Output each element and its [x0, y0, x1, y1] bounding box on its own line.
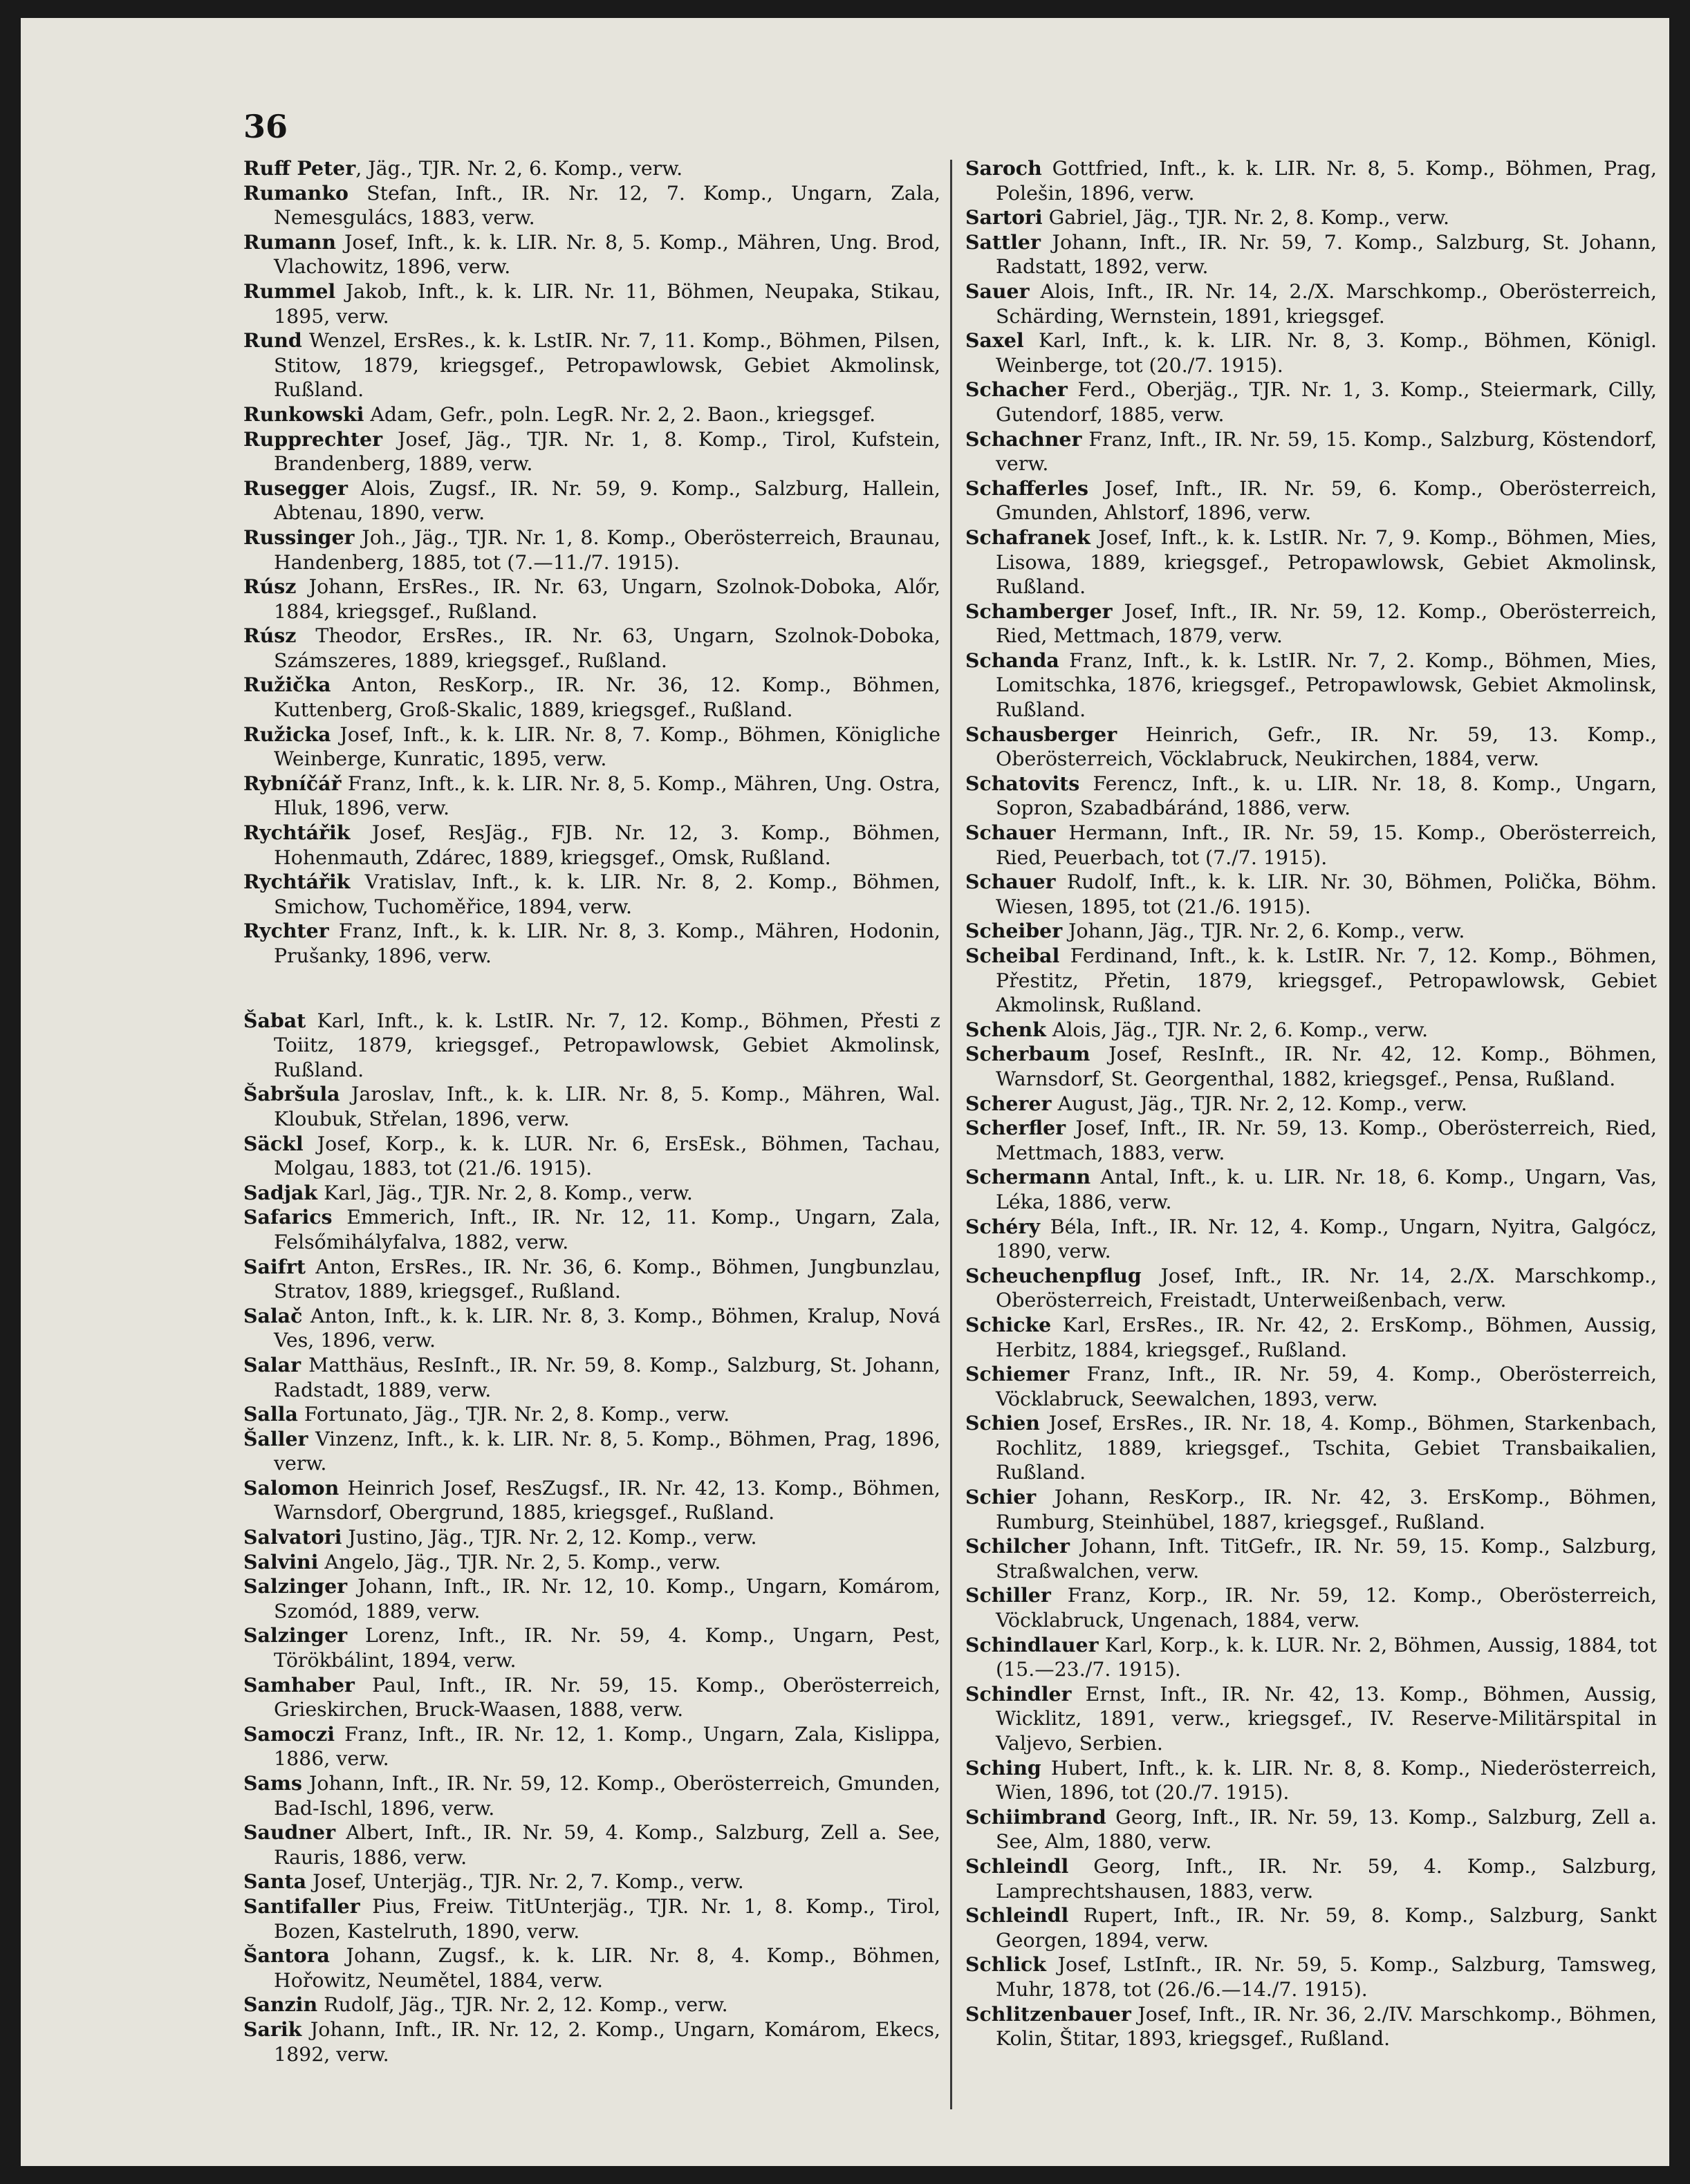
entry-details: Franz, Inft., k. k. LIR. Nr. 8, 3. Komp., Mähren, Hodonin, Prušanky, 1896, verw. — [274, 920, 940, 967]
entry-surname: Rúsz — [243, 624, 297, 648]
register-entry — [243, 1673, 940, 1722]
entry-details: Fortunato, Jäg., TJR. Nr. 2, 8. Komp., verw. — [297, 1403, 730, 1426]
entry-surname: Schicke — [965, 1312, 1052, 1336]
entry-details: Josef, LstInft., IR. Nr. 59, 5. Komp., Salzburg, Tamsweg, Muhr, 1878, tot (26./6.—14./7. 1915). — [996, 1953, 1657, 2001]
entry-surname: Šantora — [243, 1943, 330, 1968]
entry-details: Emmerich, Inft., IR. Nr. 12, 11. Komp., Ungarn, Zala, Felsőmihályfalva, 1882, verw. — [274, 1206, 940, 1253]
register-entry — [243, 821, 940, 870]
register-entry — [965, 1805, 1657, 1854]
register-entry — [243, 1082, 940, 1131]
register-entry — [243, 1353, 940, 1402]
register-entry — [243, 156, 940, 181]
register-entry — [965, 1534, 1657, 1583]
entry-details: Hermann, Inft., IR. Nr. 59, 15. Komp., Oberösterreich, Ried, Peuerbach, tot (7./7. 1915). — [996, 821, 1657, 869]
entry-details: Justino, Jäg., TJR. Nr. 2, 12. Komp., verw. — [342, 1526, 757, 1549]
register-entry — [965, 1092, 1657, 1117]
entry-details: Johann, Inft., IR. Nr. 59, 12. Komp., Oberösterreich, Gmunden, Bad-Ischl, 1896, verw. — [274, 1772, 940, 1820]
register-entry — [243, 1869, 940, 1894]
entry-details: Johann, Inft., IR. Nr. 12, 10. Komp., Ungarn, Komárom, Szomód, 1889, verw. — [274, 1575, 940, 1623]
entry-surname: Schauer — [965, 821, 1056, 845]
entry-details: , Jäg., TJR. Nr. 2, 6. Komp., verw. — [355, 157, 683, 180]
entry-details: Heinrich Josef, ResZugsf., IR. Nr. 42, 13. Komp., Böhmen, Warnsdorf, Obergrund, 1885, kriegsgef., Rußland. — [274, 1476, 940, 1524]
entry-surname: Scheuchenpflug — [965, 1263, 1142, 1287]
entry-details: Johann, ResKorp., IR. Nr. 42, 3. ErsKomp., Böhmen, Rumburg, Steinhübel, 1887, kriegsgef., Rußland. — [996, 1486, 1657, 1533]
entry-surname: Schiemer — [965, 1362, 1070, 1386]
entry-surname: Schindlauer — [965, 1632, 1099, 1656]
register-entry — [965, 1903, 1657, 1952]
entry-details: Anton, ErsRes., IR. Nr. 36, 6. Komp., Böhmen, Jungbunzlau, Stratov, 1889, kriegsgef., Rußland. — [274, 1255, 940, 1303]
entry-surname: Schiimbrand — [965, 1804, 1106, 1829]
entry-surname: Säckl — [243, 1131, 304, 1155]
register-entry — [243, 870, 940, 919]
register-entry — [965, 1042, 1657, 1091]
entry-surname: Rychtářik — [243, 870, 351, 894]
entry-surname: Schachner — [965, 427, 1082, 451]
entry-details: August, Jäg., TJR. Nr. 2, 12. Komp., verw. — [1051, 1092, 1467, 1115]
entry-surname: Schausberger — [965, 722, 1117, 746]
register-entry — [965, 205, 1657, 230]
entry-details: Johann, Zugsf., k. k. LIR. Nr. 8, 4. Komp., Böhmen, Hořowitz, Neumětel, 1884, verw. — [274, 1944, 940, 1992]
entry-details: Josef, Inft., IR. Nr. 59, 13. Komp., Oberösterreich, Ried, Mettmach, 1883, verw. — [996, 1117, 1657, 1164]
entry-surname: Samoczi — [243, 1721, 335, 1746]
register-entry — [243, 1943, 940, 1992]
entry-details: Johann, Inft., IR. Nr. 59, 7. Komp., Salzburg, St. Johann, Radstatt, 1892, verw. — [996, 230, 1657, 279]
register-entry — [243, 402, 940, 427]
register-entry — [965, 476, 1657, 525]
entry-details: Paul, Inft., IR. Nr. 59, 15. Komp., Oberösterreich, Grieskirchen, Bruck-Waasen, 1888, verw. — [274, 1673, 940, 1721]
entry-details: Josef, Inft., k. k. LIR. Nr. 8, 5. Komp., Mähren, Ung. Brod, Vlachowitz, 1896, verw. — [274, 230, 940, 279]
entry-details: Johann, Inft., IR. Nr. 12, 2. Komp., Ungarn, Komárom, Ekecs, 1892, verw. — [274, 2017, 940, 2066]
entry-surname: Schauer — [965, 870, 1056, 894]
entry-surname: Rummel — [243, 279, 336, 303]
entry-details: Georg, Inft., IR. Nr. 59, 13. Komp., Salzburg, Zell a. See, Alm, 1880, verw. — [996, 1805, 1657, 1854]
entry-surname: Schafferles — [965, 476, 1088, 500]
entry-details: Angelo, Jäg., TJR. Nr. 2, 5. Komp., verw. — [318, 1550, 721, 1574]
register-entry — [965, 1264, 1657, 1313]
entry-details: Wenzel, ErsRes., k. k. LstIR. Nr. 7, 11. Komp., Böhmen, Pilsen, Stitow, 1879, kriegsgef., Petropawlowsk, Gebiet Akmolinsk, Rußland. — [274, 329, 940, 402]
register-entry — [243, 1771, 940, 1820]
entry-details: Stefan, Inft., IR. Nr. 12, 7. Komp., Ungarn, Zala, Nemesgulács, 1883, verw. — [274, 181, 940, 230]
register-entry — [965, 919, 1657, 944]
entry-details: Vinzenz, Inft., k. k. LIR. Nr. 8, 5. Komp., Böhmen, Prag, 1896, verw. — [274, 1427, 940, 1475]
register-entry — [243, 2017, 940, 2066]
entry-details: Franz, Inft., IR. Nr. 59, 4. Komp., Oberösterreich, Vöcklabruck, Seewalchen, 1893, verw. — [996, 1363, 1657, 1410]
entry-surname: Schiller — [965, 1583, 1051, 1607]
entry-details: Josef, Inft., IR. Nr. 14, 2./X. Marschkomp., Oberösterreich, Freistadt, Unterweißenbach, verw. — [996, 1264, 1657, 1312]
entry-surname: Rund — [243, 328, 302, 353]
entry-details: Pius, Freiw. TitUnterjäg., TJR. Nr. 1, 8. Komp., Tirol, Bozen, Kastelruth, 1890, verw. — [274, 1894, 940, 1943]
register-entry — [243, 1992, 940, 2017]
document-page — [21, 18, 1669, 2166]
entry-surname: Samhaber — [243, 1672, 355, 1697]
entry-details: Rudolf, Jäg., TJR. Nr. 2, 12. Komp., verw. — [317, 1993, 728, 2017]
left-column — [243, 156, 940, 2066]
register-entry — [243, 722, 940, 772]
entry-surname: Salla — [243, 1402, 298, 1426]
entry-surname: Scherfler — [965, 1116, 1066, 1140]
entry-surname: Salar — [243, 1352, 301, 1376]
register-entry — [243, 673, 940, 722]
register-entry — [243, 575, 940, 624]
register-entry — [965, 1165, 1657, 1214]
register-entry — [243, 1427, 940, 1476]
entry-surname: Sanzin — [243, 1992, 318, 2017]
register-entry — [965, 1583, 1657, 1632]
entry-surname: Saudner — [243, 1820, 336, 1845]
register-entry — [965, 1756, 1657, 1805]
entry-surname: Schermann — [965, 1165, 1091, 1189]
register-entry — [965, 821, 1657, 870]
entry-surname: Ružička — [243, 673, 331, 697]
page-number: 36 — [243, 108, 288, 145]
entry-surname: Schamberger — [965, 599, 1113, 623]
entry-details: Alois, Jäg., TJR. Nr. 2, 6. Komp., verw. — [1046, 1018, 1429, 1041]
entry-surname: Schier — [965, 1485, 1037, 1509]
column-divider — [950, 160, 952, 2109]
entry-surname: Rúsz — [243, 575, 297, 599]
register-entry — [965, 156, 1657, 205]
entry-details: Georg, Inft., IR. Nr. 59, 4. Komp., Salzburg, Lamprechtshausen, 1883, verw. — [996, 1854, 1657, 1903]
register-entry — [243, 919, 940, 968]
entry-surname: Sams — [243, 1771, 302, 1795]
register-entry — [243, 181, 940, 230]
entry-surname: Scheibal — [965, 944, 1060, 967]
register-entry — [965, 1682, 1657, 1756]
entry-surname: Santa — [243, 1869, 307, 1894]
entry-surname: Schafranek — [965, 525, 1090, 549]
entry-surname: Scheiber — [965, 919, 1063, 943]
entry-details: Karl, Korp., k. k. LUR. Nr. 2, Böhmen, Aussig, 1884, tot (15.—23./7. 1915). — [996, 1633, 1657, 1681]
entry-details: Franz, Inft., IR. Nr. 59, 15. Komp., Salzburg, Köstendorf, verw. — [996, 427, 1657, 476]
register-entry — [965, 1633, 1657, 1682]
register-entry — [243, 1255, 940, 1304]
entry-details: Franz, Inft., k. k. LIR. Nr. 8, 5. Komp., Mähren, Ung. Ostra, Hluk, 1896, verw. — [274, 772, 940, 820]
entry-details: Gottfried, Inft., k. k. LIR. Nr. 8, 5. Komp., Böhmen, Prag, Polešin, 1896, verw. — [996, 157, 1657, 205]
entry-surname: Šabršula — [243, 1082, 340, 1106]
entry-surname: Šabat — [243, 1008, 306, 1032]
register-entry — [965, 1215, 1657, 1264]
entry-details: Josef, Inft., IR. Nr. 59, 12. Komp., Oberösterreich, Ried, Mettmach, 1879, verw. — [996, 599, 1657, 648]
entry-details: Franz, Inft., k. k. LstIR. Nr. 7, 2. Komp., Böhmen, Mies, Lomitschka, 1876, kriegsgef., Petropawlowsk, Gebiet Akmolinsk, Rußland. — [996, 648, 1657, 722]
entry-details: Ferencz, Inft., k. u. LIR. Nr. 18, 8. Komp., Ungarn, Sopron, Szabadbáránd, 1886, verw. — [996, 772, 1657, 820]
register-entry — [965, 1411, 1657, 1485]
entry-details: Jakob, Inft., k. k. LIR. Nr. 11, Böhmen, Neupaka, Stikau, 1895, verw. — [274, 279, 940, 328]
register-entry — [243, 328, 940, 402]
entry-details: Alois, Zugsf., IR. Nr. 59, 9. Komp., Salzburg, Hallein, Abtenau, 1890, verw. — [274, 476, 940, 525]
entry-details: Franz, Korp., IR. Nr. 59, 12. Komp., Oberösterreich, Vöcklabruck, Ungenach, 1884, verw. — [996, 1584, 1657, 1632]
register-entry — [243, 1525, 940, 1550]
entry-details: Gabriel, Jäg., TJR. Nr. 2, 8. Komp., verw. — [1042, 206, 1449, 230]
entry-details: Anton, Inft., k. k. LIR. Nr. 8, 3. Komp., Böhmen, Kralup, Nová Ves, 1896, verw. — [274, 1304, 940, 1352]
section-break — [243, 969, 940, 1009]
entry-details: Josef, ErsRes., IR. Nr. 18, 4. Komp., Böhmen, Starkenbach, Rochlitz, 1889, kriegsgef., Tschita, Gebiet Transbaikalien, Rußland. — [996, 1412, 1657, 1484]
register-entry — [965, 772, 1657, 821]
register-entry — [965, 377, 1657, 427]
entry-details: Albert, Inft., IR. Nr. 59, 4. Komp., Salzburg, Zell a. See, Rauris, 1886, verw. — [274, 1821, 940, 1869]
entry-surname: Sartori — [965, 205, 1043, 230]
register-entry — [243, 1550, 940, 1575]
register-entry — [965, 944, 1657, 1018]
register-entry — [965, 230, 1657, 279]
entry-details: Johann, ErsRes., IR. Nr. 63, Ungarn, Szolnok-Doboka, Alőr, 1884, kriegsgef., Rußland. — [274, 575, 940, 623]
entry-surname: Salvatori — [243, 1525, 342, 1549]
register-entry — [965, 722, 1657, 772]
entry-surname: Schacher — [965, 377, 1068, 402]
entry-surname: Schilcher — [965, 1534, 1070, 1558]
entry-surname: Scherbaum — [965, 1042, 1090, 1066]
register-entry — [965, 427, 1657, 476]
entry-surname: Schatovits — [965, 771, 1080, 795]
register-entry — [243, 1205, 940, 1254]
entry-details: Josef, Inft., k. k. LIR. Nr. 8, 7. Komp., Böhmen, Königliche Weinberge, Kunratic, 1895, verw. — [274, 722, 940, 771]
register-entry — [243, 230, 940, 279]
entry-surname: Sauer — [965, 279, 1030, 303]
entry-surname: Ružicka — [243, 722, 331, 746]
register-entry — [965, 599, 1657, 648]
register-entry — [243, 1009, 940, 1083]
entry-surname: Schanda — [965, 648, 1059, 672]
entry-surname: Salač — [243, 1303, 303, 1327]
entry-details: Ferd., Oberjäg., TJR. Nr. 1, 3. Komp., Steiermark, Cilly, Gutendorf, 1885, verw. — [996, 378, 1657, 426]
entry-details: Matthäus, ResInft., IR. Nr. 59, 8. Komp., Salzburg, St. Johann, Radstadt, 1889, verw. — [274, 1353, 940, 1401]
entry-details: Johann, Inft. TitGefr., IR. Nr. 59, 15. Komp., Salzburg, Straßwalchen, verw. — [996, 1535, 1657, 1583]
entry-surname: Rumann — [243, 230, 336, 254]
entry-details: Antal, Inft., k. u. LIR. Nr. 18, 6. Komp., Ungarn, Vas, Léka, 1886, verw. — [996, 1166, 1657, 1213]
entry-surname: Sching — [965, 1755, 1041, 1780]
entry-details: Vratislav, Inft., k. k. LIR. Nr. 8, 2. Komp., Böhmen, Smichow, Tuchoměřice, 1894, verw. — [274, 870, 940, 918]
register-entry — [965, 648, 1657, 722]
entry-surname: Schéry — [965, 1214, 1040, 1238]
register-entry — [243, 1304, 940, 1353]
entry-surname: Rumanko — [243, 180, 349, 205]
entry-surname: Rupprechter — [243, 427, 383, 451]
entry-surname: Rychter — [243, 919, 329, 943]
entry-surname: Schlitzenbauer — [965, 2001, 1131, 2026]
entry-details: Karl, Inft., k. k. LIR. Nr. 8, 3. Komp., Böhmen, Königl. Weinberge, tot (20./7. 1915). — [996, 329, 1657, 377]
entry-details: Josef, ResJäg., FJB. Nr. 12, 3. Komp., Böhmen, Hohenmauth, Zdárec, 1889, kriegsgef., Omsk, Rußland. — [274, 821, 940, 869]
entry-surname: Šaller — [243, 1426, 308, 1450]
register-entry — [243, 525, 940, 575]
register-entry — [965, 1313, 1657, 1362]
entry-details: Josef, Korp., k. k. LUR. Nr. 6, ErsEsk., Böhmen, Tachau, Molgau, 1883, tot (21./6. 1915). — [274, 1132, 940, 1180]
entry-surname: Saxel — [965, 328, 1024, 353]
entry-details: Béla, Inft., IR. Nr. 12, 4. Komp., Ungarn, Nyitra, Galgócz, 1890, verw. — [996, 1215, 1657, 1263]
register-entry — [243, 1132, 940, 1181]
register-entry — [243, 279, 940, 328]
entry-details: Rudolf, Inft., k. k. LIR. Nr. 30, Böhmen, Polička, Böhm. Wiesen, 1895, tot (21./6. 1915). — [996, 870, 1657, 918]
entry-details: Josef, Inft., IR. Nr. 59, 6. Komp., Oberösterreich, Gmunden, Ahlstorf, 1896, verw. — [996, 476, 1657, 525]
entry-surname: Safarics — [243, 1205, 333, 1229]
register-entry — [965, 279, 1657, 328]
register-entry — [965, 1018, 1657, 1043]
entry-surname: Sadjak — [243, 1180, 318, 1204]
entry-surname: Runkowski — [243, 402, 364, 426]
entry-details: Josef, ResInft., IR. Nr. 42, 12. Komp., Böhmen, Warnsdorf, St. Georgenthal, 1882, kriegsgef., Pensa, Rußland. — [996, 1043, 1657, 1090]
register-entry — [965, 1362, 1657, 1411]
register-entry — [243, 476, 940, 525]
right-column — [965, 156, 1657, 2051]
entry-surname: Rychtářik — [243, 821, 351, 845]
entry-details: Adam, Gefr., poln. LegR. Nr. 2, 2. Baon., kriegsgef. — [364, 402, 876, 426]
entry-details: Josef, Unterjäg., TJR. Nr. 2, 7. Komp., verw. — [306, 1870, 744, 1894]
entry-surname: Schleindl — [965, 1903, 1069, 1928]
entry-details: Theodor, ErsRes., IR. Nr. 63, Ungarn, Szolnok-Doboka, Számszeres, 1889, kriegsgef., Rußland. — [274, 624, 940, 672]
entry-details: Josef, Jäg., TJR. Nr. 1, 8. Komp., Tirol, Kufstein, Brandenberg, 1889, verw. — [274, 427, 940, 476]
entry-details: Karl, Inft., k. k. LstIR. Nr. 7, 12. Komp., Böhmen, Přesti z Toiitz, 1879, kriegsgef., Petropawlowsk, Gebiet Akmolinsk, Rußland. — [274, 1009, 940, 1081]
entry-surname: Schien — [965, 1411, 1040, 1435]
register-entry — [965, 870, 1657, 919]
register-entry — [243, 1574, 940, 1623]
entry-details: Karl, ErsRes., IR. Nr. 42, 2. ErsKomp., Böhmen, Aussig, Herbitz, 1884, kriegsgef., Rußland. — [996, 1313, 1657, 1361]
register-entry — [243, 1722, 940, 1771]
entry-surname: Sarik — [243, 2017, 302, 2041]
entry-surname: Schenk — [965, 1017, 1046, 1041]
register-entry — [243, 1894, 940, 1943]
entry-details: Karl, Jäg., TJR. Nr. 2, 8. Komp., verw. — [317, 1181, 693, 1204]
entry-details: Franz, Inft., IR. Nr. 12, 1. Komp., Ungarn, Zala, Kislippa, 1886, verw. — [274, 1722, 940, 1771]
entry-surname: Schindler — [965, 1681, 1072, 1706]
entry-surname: Schleindl — [965, 1854, 1069, 1878]
entry-surname: Salzinger — [243, 1574, 348, 1598]
entry-details: Alois, Inft., IR. Nr. 14, 2./X. Marschkomp., Oberösterreich, Schärding, Wernstein, 1891, kriegsgef. — [996, 279, 1657, 328]
entry-surname: Santifaller — [243, 1894, 360, 1918]
entry-details: Lorenz, Inft., IR. Nr. 59, 4. Komp., Ungarn, Pest, Törökbálint, 1894, verw. — [274, 1624, 940, 1672]
entry-details: Hubert, Inft., k. k. LIR. Nr. 8, 8. Komp., Niederösterreich, Wien, 1896, tot (20./7. 1915). — [996, 1756, 1657, 1804]
register-entry — [965, 1485, 1657, 1534]
entry-details: Rupert, Inft., IR. Nr. 59, 8. Komp., Salzburg, Sankt Georgen, 1894, verw. — [996, 1904, 1657, 1952]
entry-details: Johann, Jäg., TJR. Nr. 2, 6. Komp., verw. — [1062, 920, 1465, 943]
register-entry — [965, 328, 1657, 377]
entry-surname: Russinger — [243, 525, 355, 549]
register-entry — [965, 1116, 1657, 1165]
register-entry — [965, 1952, 1657, 2001]
entry-surname: Salvini — [243, 1549, 319, 1574]
entry-details: Ernst, Inft., IR. Nr. 42, 13. Komp., Böhmen, Aussig, Wicklitz, 1891, verw., kriegsgef., IV. Reserve-Militärspital in Valjevo, Serbien. — [996, 1682, 1657, 1755]
entry-details: Heinrich, Gefr., IR. Nr. 59, 13. Komp., Oberösterreich, Vöcklabruck, Neukirchen, 1884, verw. — [996, 722, 1657, 771]
entry-surname: Saifrt — [243, 1254, 306, 1278]
entry-surname: Ruff Peter — [243, 156, 356, 180]
entry-details: Ferdinand, Inft., k. k. LstIR. Nr. 7, 12. Komp., Böhmen, Přestitz, Přetin, 1879, kriegsgef., Petropawlowsk, Gebiet Akmolinsk, Rußland. — [996, 944, 1657, 1017]
entry-surname: Rybníčář — [243, 771, 342, 795]
entry-surname: Sattler — [965, 230, 1041, 254]
entry-surname: Salomon — [243, 1475, 340, 1500]
register-entry — [243, 624, 940, 673]
entry-details: Anton, ResKorp., IR. Nr. 36, 12. Komp., Böhmen, Kuttenberg, Groß-Skalic, 1889, kriegsgef., Rußland. — [274, 673, 940, 722]
register-entry — [243, 1402, 940, 1427]
register-entry — [243, 1820, 940, 1869]
entry-details: Josef, Inft., k. k. LstIR. Nr. 7, 9. Komp., Böhmen, Mies, Lisowa, 1889, kriegsgef., Petropawlowsk, Gebiet Akmolinsk, Rußland. — [996, 525, 1657, 599]
entry-surname: Rusegger — [243, 476, 349, 500]
register-entry — [965, 525, 1657, 599]
entry-surname: Scherer — [965, 1091, 1052, 1115]
entry-surname: Schlick — [965, 1952, 1046, 1977]
entry-details: Josef, Inft., IR. Nr. 36, 2./IV. Marschkomp., Böhmen, Kolin, Štitar, 1893, kriegsgef., Rußland. — [996, 2002, 1657, 2051]
register-entry — [965, 2002, 1657, 2051]
register-entry — [243, 1623, 940, 1672]
entry-surname: Saroch — [965, 156, 1042, 180]
register-entry — [243, 772, 940, 821]
entry-surname: Salzinger — [243, 1623, 348, 1648]
register-entry — [965, 1854, 1657, 1903]
register-entry — [243, 1476, 940, 1525]
entry-details: Joh., Jäg., TJR. Nr. 1, 8. Komp., Oberösterreich, Braunau, Handenberg, 1885, tot (7.—11./7. 1915). — [274, 525, 940, 574]
register-entry — [243, 427, 940, 476]
register-entry — [243, 1181, 940, 1206]
entry-details: Jaroslav, Inft., k. k. LIR. Nr. 8, 5. Komp., Mähren, Wal. Kloubuk, Střelan, 1896, verw. — [274, 1083, 940, 1130]
